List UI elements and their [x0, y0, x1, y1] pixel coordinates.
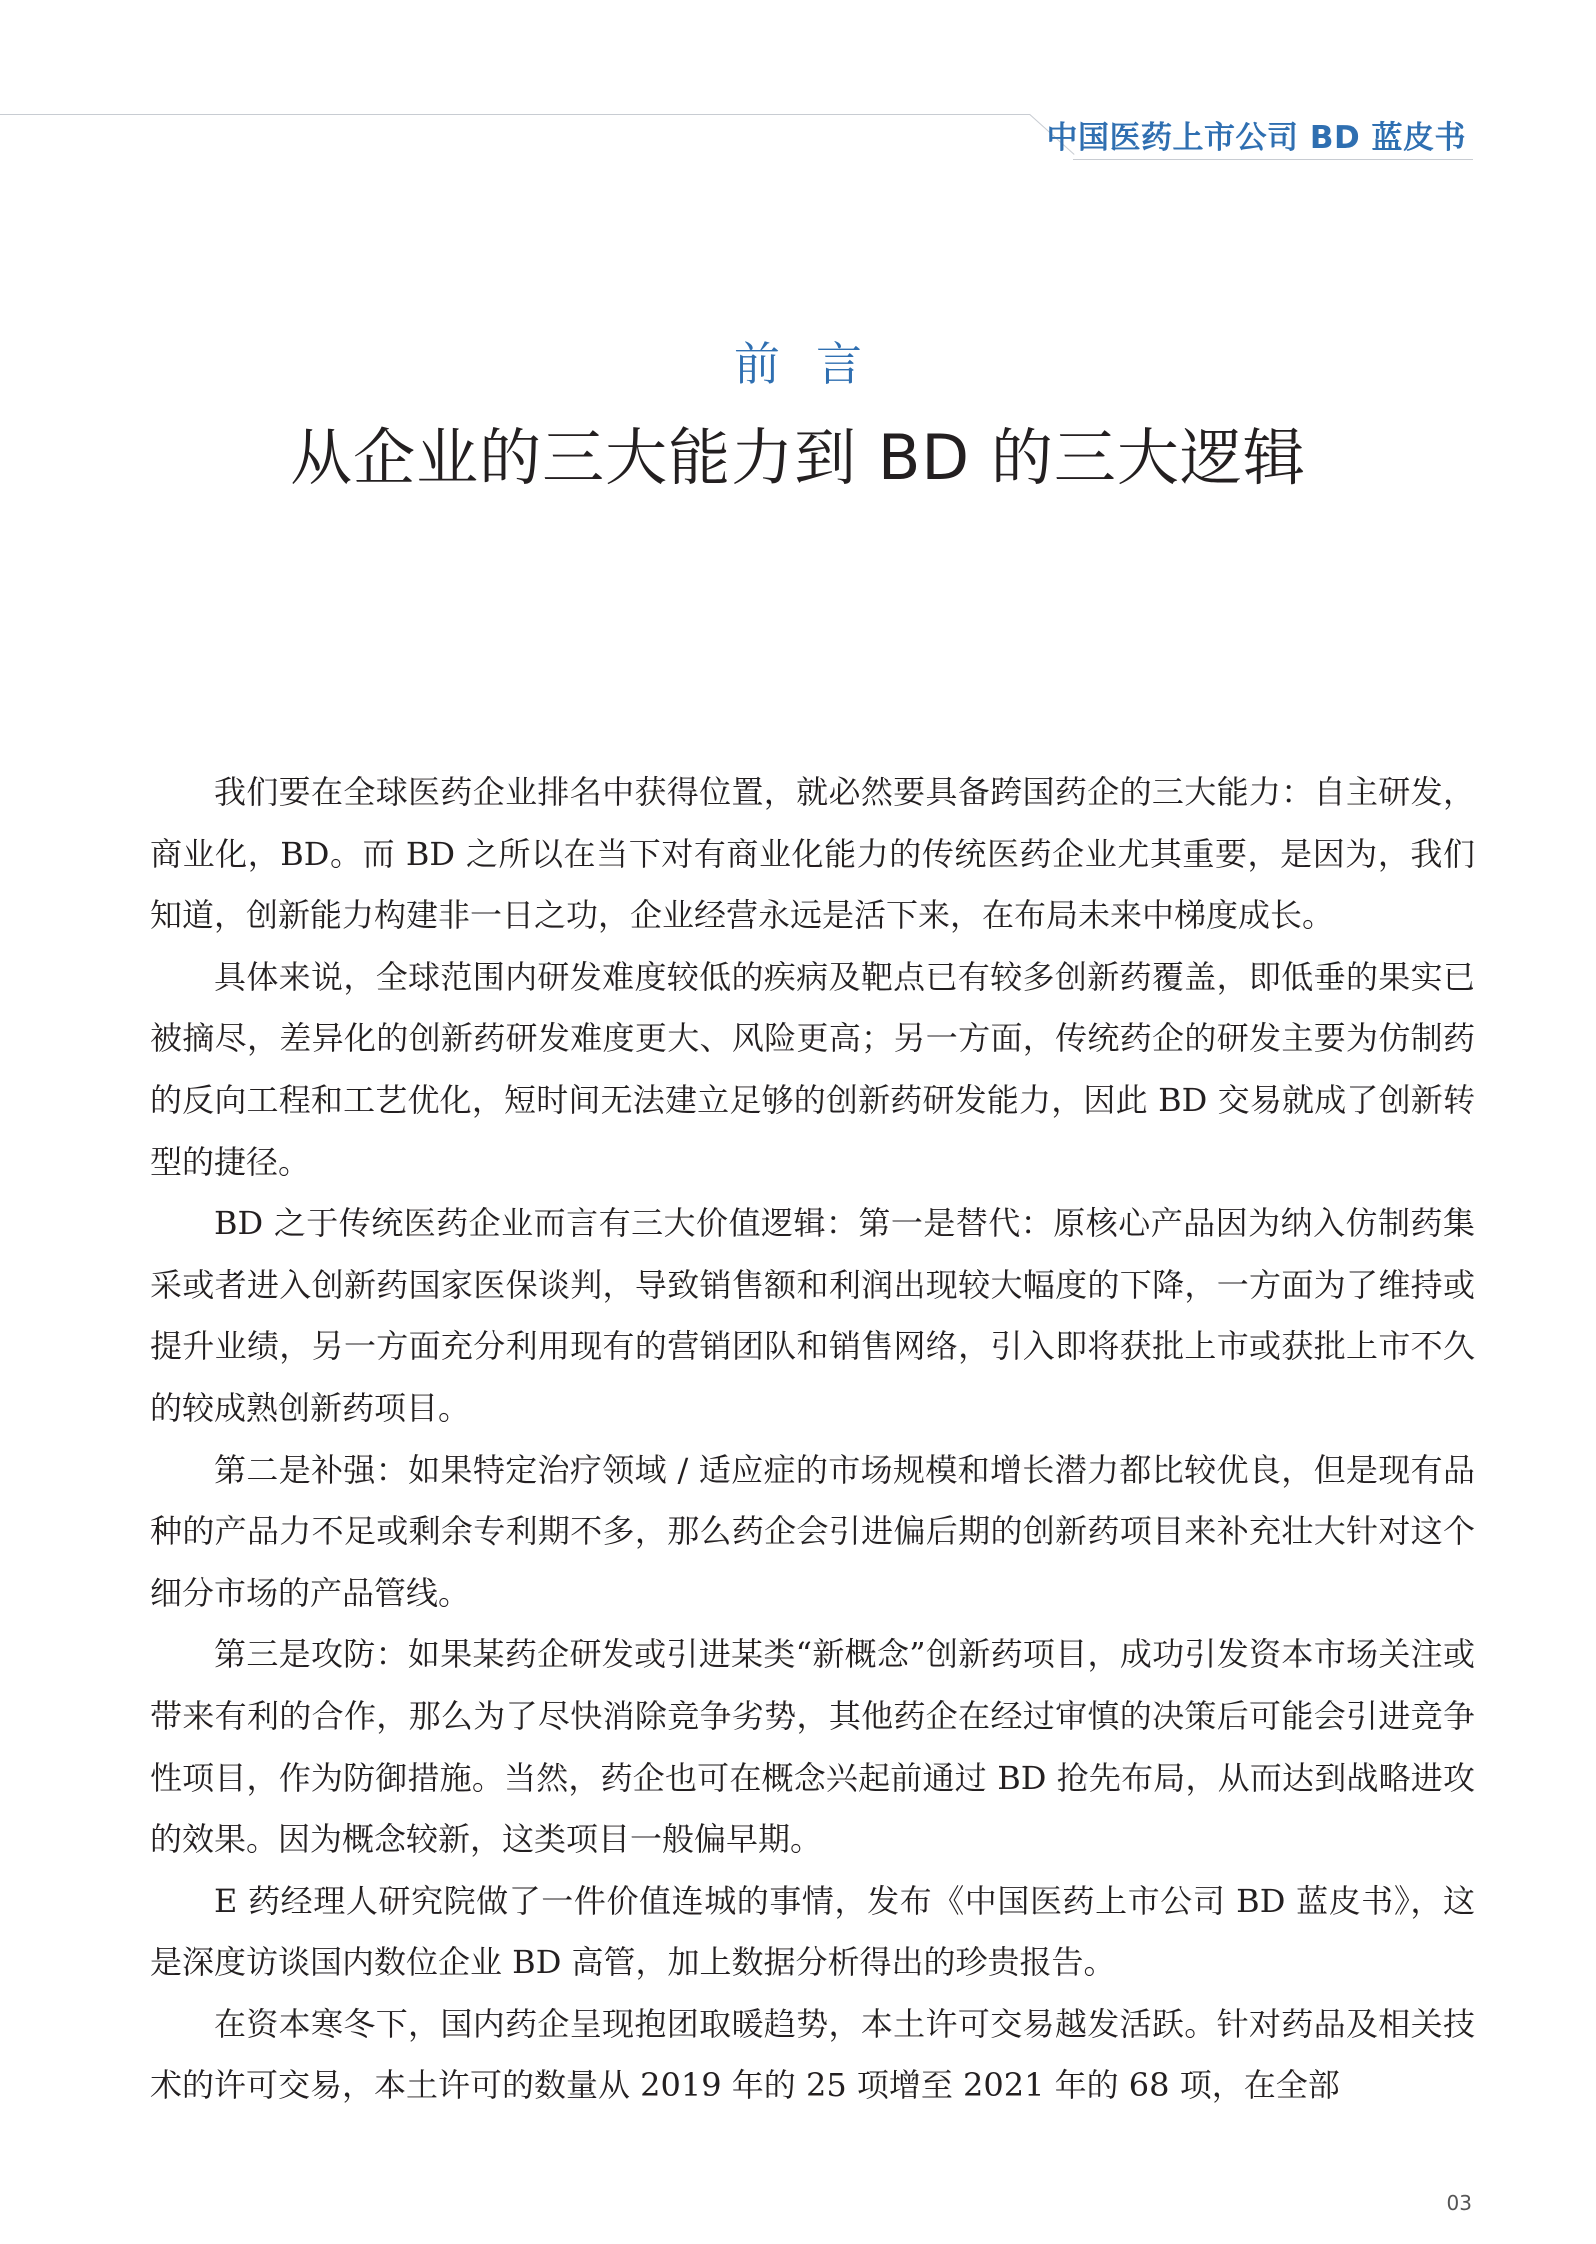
header-rule: [0, 114, 1030, 115]
page-number: 03: [1446, 2191, 1472, 2215]
paragraph: 我们要在全球医药企业排名中获得位置，就必然要具备跨国药企的三大能力：自主研发，商业化，BD。而 BD 之所以在当下对有商业化能力的传统医药企业尤其重要，是因为，我们知道，创新能力构建非一日之功，企业经营永远是活下来，在布局未来中梯度成长。: [150, 773, 1475, 935]
paragraph: 第三是攻防：如果某药企研发或引进某类“新概念”创新药项目，成功引发资本市场关注或带来有利的合作，那么为了尽快消除竞争劣势，其他药企在经过审慎的决策后可能会引进竞争性项目，作为防御措施。当然，药企也可在概念兴起前通过 BD 抢先布局，从而达到战略进攻的效果。因为概念较新，这类项目一般偏早期。: [150, 1635, 1475, 1859]
paragraph: 在资本寒冬下，国内药企呈现抱团取暖趋势，本土许可交易越发活跃。针对药品及相关技术的许可交易，本土许可的数量从 2019 年的 25 项增至 2021 年的 68 项，在全部: [150, 2004, 1475, 2105]
paragraph: 具体来说，全球范围内研发难度较低的疾病及靶点已有较多创新药覆盖，即低垂的果实已被摘尽，差异化的创新药研发难度更大、风险更高；另一方面，传统药企的研发主要为仿制药的反向工程和工艺优化，短时间无法建立足够的创新药研发能力，因此 BD 交易就成了创新转型的捷径。: [150, 957, 1475, 1181]
paragraph: E 药经理人研究院做了一件价值连城的事情，发布《中国医药上市公司 BD 蓝皮书》，这是深度访谈国内数位企业 BD 高管，加上数据分析得出的珍贵报告。: [150, 1881, 1475, 1982]
paragraph: 第二是补强：如果特定治疗领域 / 适应症的市场规模和增长潜力都比较优良，但是现有品种的产品力不足或剩余专利期不多，那么药企会引进偏后期的创新药项目来补充壮大针对这个细分市场的产品管线。: [150, 1450, 1475, 1612]
running-header-title: 中国医药上市公司 BD 蓝皮书: [1046, 120, 1466, 156]
page-title: 从企业的三大能力到 BD 的三大逻辑: [290, 421, 1306, 494]
paragraph: BD 之于传统医药企业而言有三大价值逻辑：第一是替代：原核心产品因为纳入仿制药集采或者进入创新药国家医保谈判，导致销售额和利润出现较大幅度的下降，一方面为了维持或提升业绩，另一方面充分利用现有的营销团队和销售网络，引入即将获批上市或获批上市不久的较成熟创新药项目。: [150, 1204, 1475, 1427]
header-rule-underline: [1073, 159, 1473, 160]
preface-label: 前言: [734, 337, 898, 391]
body-text: [150, 762, 1475, 2117]
